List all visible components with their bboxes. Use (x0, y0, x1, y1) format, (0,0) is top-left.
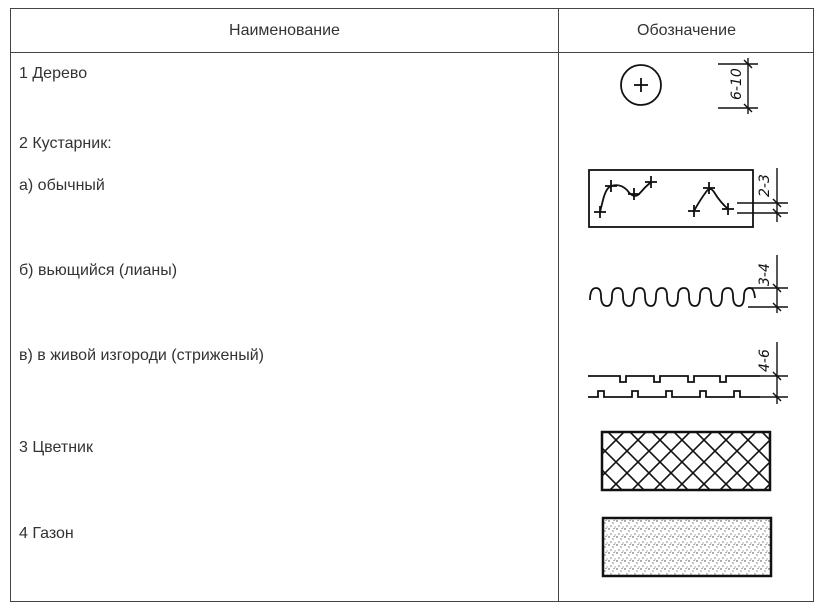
shrub-hedge-dimension-text: 4-6 (757, 349, 773, 372)
row-shrub-hedge-label: в) в живой изгороди (стриженый) (19, 347, 264, 364)
shrub-ordinary-symbol (589, 170, 753, 227)
lawn-symbol (603, 518, 771, 576)
shrub-hedge-symbol (588, 376, 760, 397)
row-lawn-label: 4 Газон (19, 525, 74, 542)
tree-symbol (621, 65, 661, 105)
tree-dimension-text: 6-10 (729, 68, 745, 100)
header-name: Наименование (229, 22, 340, 39)
row-shrub-label: 2 Кустарник: (19, 135, 112, 152)
shrub-ordinary-dimension-text: 2-3 (757, 174, 773, 197)
flowerbed-symbol (602, 432, 770, 490)
row-shrub-climbing-label: б) вьющийся (лианы) (19, 262, 178, 279)
shrub-climbing-dimension-text: 3-4 (757, 263, 773, 286)
row-tree-label: 1 Дерево (19, 65, 88, 82)
row-flowerbed-label: 3 Цветник (19, 439, 93, 456)
header-symbol: Обозначение (637, 22, 736, 39)
row-shrub-ordinary-label: а) обычный (19, 177, 105, 194)
shrub-climbing-symbol (590, 288, 755, 306)
